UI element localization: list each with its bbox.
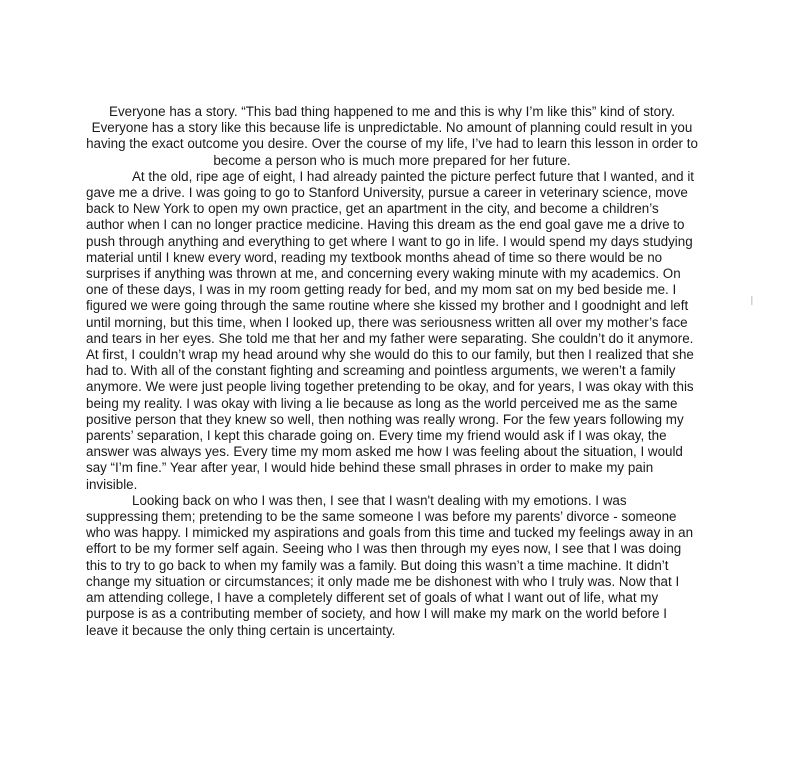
essay-paragraph-2: Looking back on who I was then, I see that I wasn't dealing with my emotions. I was suppressing them; pretending to be the same someone I was before my parents’ divorce - someone who was happy. I mimicked my aspirations and goals from this time and tucked my feelings away in an effort to be my former self again. Seeing who I was then through my eyes now, I see that I was doing this to try to go back to when my family was a family. But doing this wasn’t a time machine. It didn’t change my situation or circumstances; it only made me be dishonest with who I truly was. Now that I am attending college, I have a completely different set of goals of what I want out of life, what my purpose is as a contributing member of society, and how I will make my mark on the world before I leave it because the only thing certain is uncertainty. bbox=[86, 492, 694, 638]
essay-paragraph-1: At the old, ripe age of eight, I had already painted the picture perfect future that I wanted, and it gave me a drive. I was going to go to Stanford University, pursue a career in veterinary science, move back to New York to open my own practice, get an apartment in the city, and become a children’s author when I can no longer practice medicine. Having this dream as the end goal gave me a drive to push through anything and everything to get where I want to go in life. I would spend my days studying material until I knew every word, reading my textbook months ahead of time so there would be no surprises if anything was thrown at me, and concerning every waking minute with my academics. On one of these days, I was in my room getting ready for bed, and my mom sat on my bed beside me. I figured we were going through the same routine where she kissed my brother and I goodnight and left until morning, but this time, when I looked up, there was seriousness written all over my mother’s face and tears in her eyes. She told me that her and my father were separating. She couldn’t do it anymore. At first, I couldn’t wrap my head around why she would do this to our family, but then I realized that she had to. With all of the constant fighting and screaming and pointless arguments, we weren’t a family anymore. We were just people living together pretending to be okay, and for years, I was okay with this being my reality. I was okay with living a lie because as long as the world perceived me as the same positive person that they knew so well, then nothing was really wrong. For the few years following my parents’ separation, I kept this charade going on. Every time my friend would ask if I was okay, the answer was always yes. Every time my mom asked me how I was feeling about the situation, I would say “I’m fine.” Year after year, I would hide behind these small phrases in order to make my pain invisible. bbox=[86, 168, 695, 492]
text-cursor-icon: I bbox=[750, 293, 754, 308]
essay-intro: Everyone has a story. “This bad thing happened to me and this is why I’m like this” kind of story. Everyone has a story like this because life is unpredictable. No amount of planning could result in you having the exact outcome you desire. Over the course of my life, I’ve had to learn this lesson in order to become a person who is much more prepared for her future. bbox=[86, 104, 698, 168]
essay-document bbox=[86, 104, 698, 639]
